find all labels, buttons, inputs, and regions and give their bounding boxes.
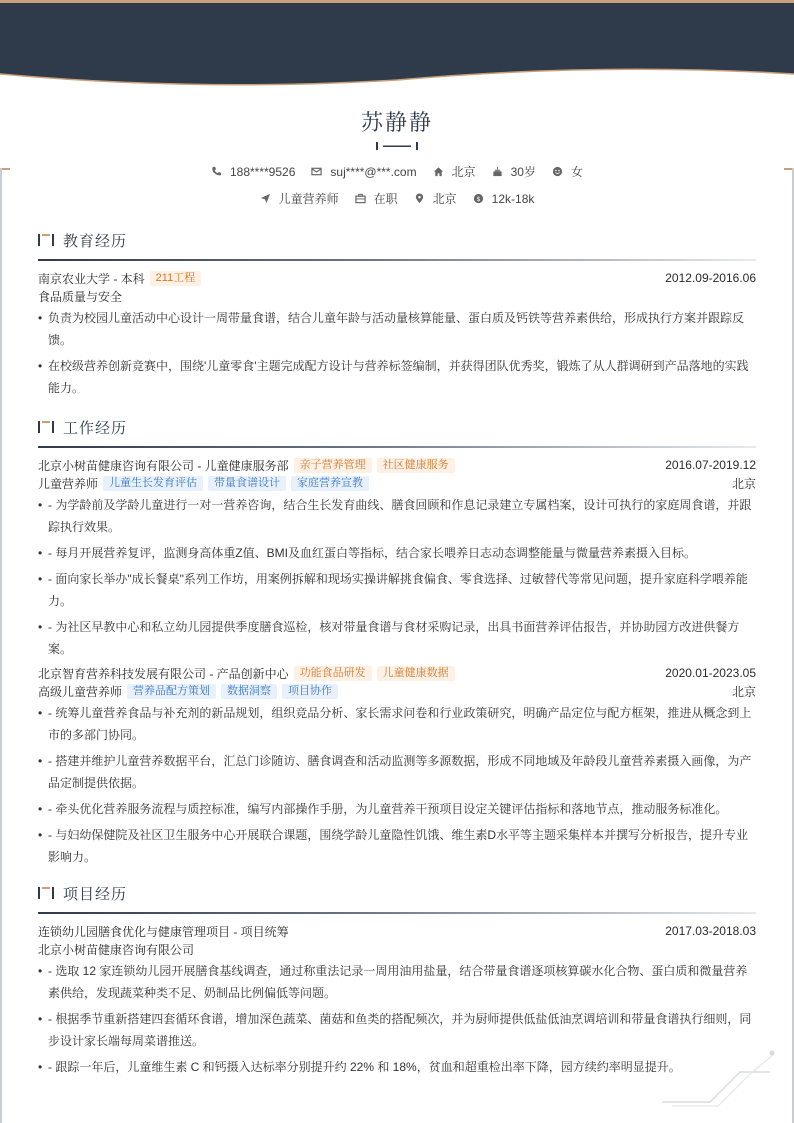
target-city-text: 北京 bbox=[432, 192, 457, 206]
work-date: 2020.01-2023.05 bbox=[665, 666, 756, 680]
work-section bbox=[38, 416, 756, 872]
mail-icon bbox=[311, 166, 322, 177]
list-item: • 负责为校园儿童活动中心设计一周带量食谱，结合儿童年龄与活动量核算能量、蛋白质及钙铁等营养素供给，形成执行方案并跟踪反馈。 bbox=[38, 307, 756, 351]
project-bullets bbox=[38, 960, 756, 1078]
work-location: 北京 bbox=[731, 684, 756, 699]
company-name: 北京智育营养科技发展有限公司 - 产品创新中心 bbox=[38, 666, 289, 681]
education-date: 2012.09-2016.06 bbox=[665, 271, 756, 285]
projects-section bbox=[38, 882, 756, 1082]
location-icon bbox=[414, 193, 425, 204]
phone-icon bbox=[211, 166, 222, 177]
page-border-left bbox=[0, 168, 2, 1123]
list-item: • - 跟踪一年后，儿童维生素 C 和钙摄入达标率分别提升约 22% 和 18%，贫血和超重检出率下降，园方续约率明显提升。 bbox=[38, 1056, 756, 1078]
company-tag: 功能食品研发 bbox=[294, 666, 372, 681]
work-rule bbox=[38, 446, 756, 448]
svg-text:$: $ bbox=[476, 194, 481, 203]
role-tag: 儿童生长发育评估 bbox=[103, 476, 203, 491]
status-item bbox=[355, 190, 398, 207]
email-text: suj****@***.com bbox=[330, 164, 417, 179]
education-bullets bbox=[38, 307, 756, 399]
role-tag: 带量食谱设计 bbox=[208, 476, 286, 491]
hometown-item bbox=[433, 163, 476, 180]
list-item: • - 搭建并维护儿童营养数据平台，汇总门诊随访、膳食调查和活动监测等多源数据，形成不同地域及年龄段儿童营养素摄入画像，为产品定制提供依据。 bbox=[38, 750, 756, 794]
list-item: • - 为社区早教中心和私立幼儿园提供季度膳食巡检，核对带量食谱与食材采购记录，出具书面营养评估报告，并协助园方改进供餐方案。 bbox=[38, 616, 756, 660]
list-item: • - 面向家长举办"成长餐桌"系列工作坊，用案例拆解和现场实操讲解挑食偏食、零食选择、过敏替代等常见问题，提升家庭科学喂养能力。 bbox=[38, 568, 756, 612]
project-date: 2017.03-2018.03 bbox=[665, 924, 756, 938]
phone-item bbox=[211, 165, 295, 179]
company-tag: 亲子营养管理 bbox=[294, 458, 372, 473]
phone-text: 188****9526 bbox=[229, 164, 296, 179]
role-tag: 数据洞察 bbox=[221, 684, 277, 699]
role-tag: 项目协作 bbox=[282, 684, 338, 699]
email-item bbox=[311, 165, 416, 179]
school-name: 南京农业大学 - 本科 bbox=[38, 271, 145, 286]
education-title: 教育经历 bbox=[63, 232, 128, 250]
projects-title: 项目经历 bbox=[63, 885, 128, 903]
list-item: • - 牵头优化营养服务流程与质控标准，编写内部操作手册，为儿童营养干预项目设定关键评估指标和落地节点，推动服务标准化。 bbox=[38, 798, 756, 820]
gender-text: 女 bbox=[570, 165, 583, 179]
cake-icon bbox=[492, 166, 503, 177]
project-entry bbox=[38, 922, 756, 1078]
list-item: • - 与妇幼保健院及社区卫生服务中心开展联合课题，围绕学龄儿童隐性饥饿、维生素D水平等主题采集样本并撰写分析报告，提升专业影响力。 bbox=[38, 824, 756, 868]
work-heading bbox=[38, 416, 756, 438]
list-item: • - 每月开展营养复评，监测身高体重Z值、BMI及血红蛋白等指标，结合家长喂养日志动态调整能量与微量营养素摄入目标。 bbox=[38, 542, 756, 564]
gender-item bbox=[552, 163, 583, 180]
status-text: 在职 bbox=[373, 192, 398, 206]
salary-item bbox=[473, 192, 535, 206]
work-date: 2016.07-2019.12 bbox=[665, 458, 756, 472]
section-marker-icon bbox=[38, 419, 54, 435]
list-item: • - 选取 12 家连锁幼儿园开展膳食基线调查，通过称重法记录一周用油用盐量，结合带量食谱逐项核算碳水化合物、蛋白质和微量营养素供给，发现蔬菜种类不足、奶制品比例偏低等问题。 bbox=[38, 960, 756, 1004]
gender-icon bbox=[552, 166, 563, 177]
send-icon bbox=[260, 193, 271, 204]
candidate-name: 苏静静 bbox=[360, 110, 433, 135]
education-heading bbox=[38, 229, 756, 251]
work-bullets bbox=[38, 702, 756, 868]
section-marker-icon bbox=[38, 885, 54, 901]
work-entry-1 bbox=[38, 456, 756, 660]
list-item: • - 为学龄前及学龄儿童进行一对一营养咨询，结合生长发育曲线、膳食回顾和作息记录建立专属档案，设计可执行的家庭周食谱，并跟踪执行效果。 bbox=[38, 494, 756, 538]
role-tag: 营养品配方策划 bbox=[127, 684, 216, 699]
work-title: 工作经历 bbox=[63, 419, 128, 437]
list-item: • - 根据季节重新搭建四套循环食谱，增加深色蔬菜、菌菇和鱼类的搭配频次，并为厨师提供低盐低油烹调培训和带量食谱执行细则，同步设计家长端每周菜谱推送。 bbox=[38, 1008, 756, 1052]
target-city-item bbox=[414, 190, 457, 207]
salary-text: 12k-18k bbox=[491, 191, 535, 206]
education-rule bbox=[38, 259, 756, 261]
age-item bbox=[492, 163, 536, 180]
work-location: 北京 bbox=[731, 476, 756, 491]
target-role-item bbox=[260, 190, 339, 207]
role-name: 高级儿童营养师 bbox=[38, 684, 123, 699]
name-divider-ornament bbox=[376, 141, 418, 151]
school-tag: 211工程 bbox=[150, 271, 202, 286]
list-item: • 在校级营养创新竞赛中，围绕'儿童零食'主题完成配方设计与营养标签编制，并获得团队优秀奖，锻炼了从人群调研到产品落地的实践能力。 bbox=[38, 355, 756, 399]
work-entry-2 bbox=[38, 664, 756, 868]
company-tag: 社区健康服务 bbox=[377, 458, 455, 473]
projects-heading bbox=[38, 882, 756, 904]
section-marker-icon bbox=[38, 232, 54, 248]
education-entry bbox=[38, 269, 756, 399]
role-tag: 家庭营养宣教 bbox=[291, 476, 369, 491]
home-icon bbox=[433, 166, 444, 177]
list-item: • - 统筹儿童营养食品与补充剂的新品规划，组织竞品分析、家长需求问卷和行业政策研究，明确产品定位与配方框架，推进从概念到上市的多部门协同。 bbox=[38, 702, 756, 746]
major-name: 食品质量与安全 bbox=[38, 289, 123, 304]
company-name: 北京小树苗健康咨询有限公司 - 儿童健康服务部 bbox=[38, 458, 289, 473]
role-name: 儿童营养师 bbox=[38, 476, 99, 491]
work-bullets bbox=[38, 494, 756, 660]
header-banner bbox=[0, 0, 794, 86]
company-tag: 儿童健康数据 bbox=[377, 666, 455, 681]
hometown-text: 北京 bbox=[451, 165, 476, 179]
projects-rule bbox=[38, 912, 756, 914]
target-role-text: 儿童营养师 bbox=[278, 192, 339, 206]
money-icon bbox=[473, 193, 484, 204]
briefcase-icon bbox=[355, 193, 366, 204]
education-section bbox=[38, 229, 756, 403]
project-name: 连锁幼儿园膳食优化与健康管理项目 - 项目统筹 bbox=[38, 924, 289, 939]
corner-ornament bbox=[660, 1048, 780, 1108]
project-org: 北京小树苗健康咨询有限公司 bbox=[38, 942, 195, 957]
job-intent-row bbox=[0, 190, 794, 207]
age-text: 30岁 bbox=[510, 165, 536, 179]
contact-info-row bbox=[0, 163, 794, 180]
